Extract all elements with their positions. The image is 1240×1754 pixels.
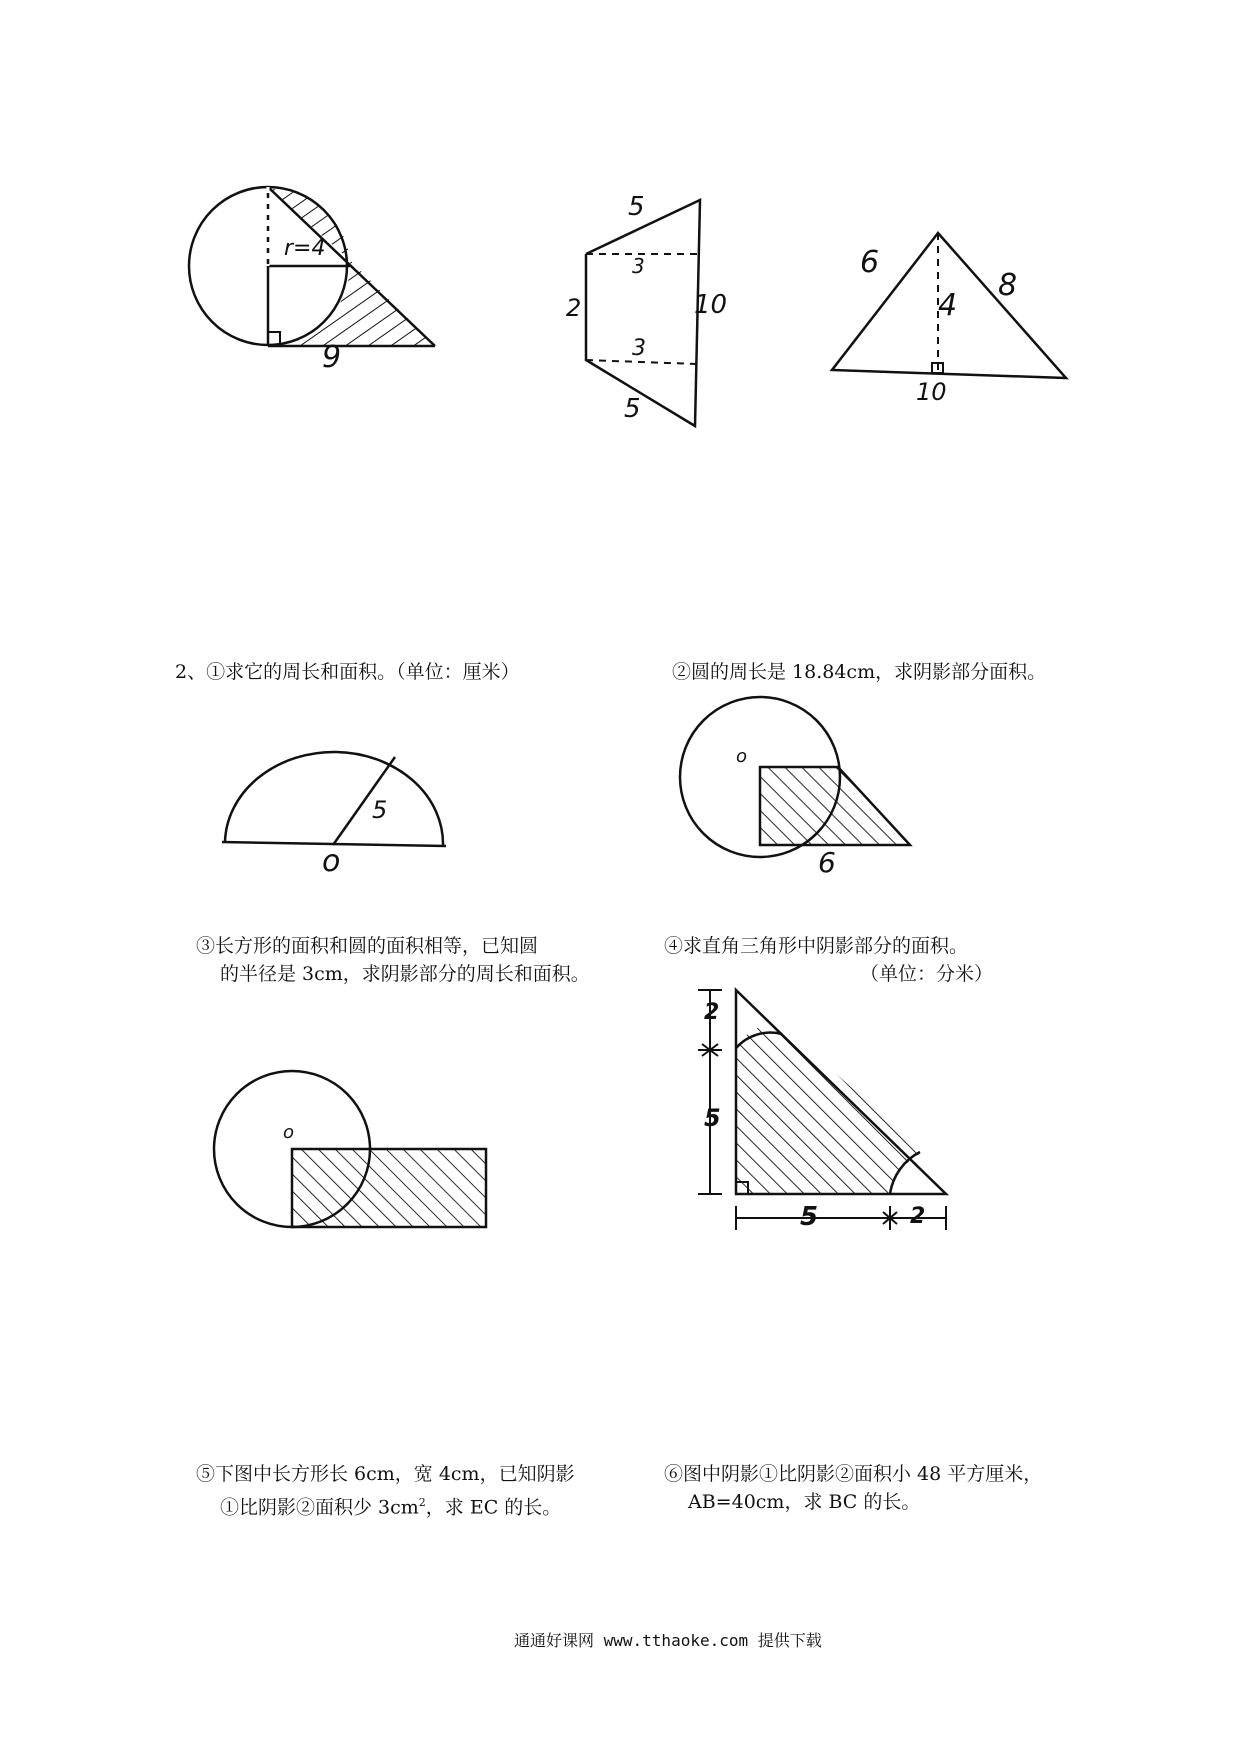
figure-circle-rectangle [214, 1071, 486, 1227]
fig3-right-label: 8 [998, 268, 1018, 303]
fig1-base-label: 9 [322, 340, 342, 375]
shaded-rectangle [292, 1149, 486, 1227]
figure-semicircle [222, 752, 446, 846]
fig2-left-label: 2 [566, 294, 582, 322]
question-3-line-2: 的半径是 3cm，求阴影部分的周长和面积。 [220, 963, 590, 985]
fig2-top-slant-label: 5 [628, 192, 645, 222]
fig2-bottom-slant-label: 5 [624, 394, 641, 424]
figure-circle-triangle [189, 187, 435, 346]
fig-q4-left-label: 5 [704, 1104, 721, 1132]
question-6-line-1: ⑥图中阴影①比阴影②面积小 48 平方厘米， [664, 1463, 1043, 1485]
quad-outline [586, 200, 700, 426]
shaded-region [736, 1024, 924, 1194]
fig2-top-dash-label: 3 [632, 254, 645, 278]
figure-right-triangle [698, 990, 946, 1230]
fig2-bottom-dash-label: 3 [632, 336, 646, 361]
shaded-lower [268, 260, 435, 346]
circle-outline [680, 697, 840, 857]
fig2-right-label: 10 [694, 290, 728, 320]
question-5-line-1: ⑤下图中长方形长 6cm，宽 4cm，已知阴影 [196, 1463, 575, 1485]
fig-q3-center-label: o [283, 1122, 295, 1143]
fig-q4-top-label: 2 [704, 1000, 720, 1025]
fig3-height-label: 4 [938, 288, 958, 323]
fig-q1-center-label: o [322, 844, 341, 879]
semicircle-arc [225, 752, 443, 846]
question-1: 2、①求它的周长和面积。（单位：厘米） [175, 661, 520, 683]
fig3-left-label: 6 [860, 245, 880, 280]
footer-text: 通通好课网 www.tthaoke.com 提供下载 [514, 1631, 822, 1650]
question-3-line-1: ③长方形的面积和圆的面积相等，已知圆 [196, 935, 539, 957]
fig-q1-radius-label: 5 [372, 796, 388, 824]
figure-quadrilateral [586, 200, 700, 426]
fig3-base-label: 10 [916, 378, 947, 406]
fig-q2-center-label: o [736, 746, 748, 767]
fig-q4-bottom-right-label: 2 [910, 1204, 926, 1229]
question-4-line-1: ④求直角三角形中阴影部分的面积。 [664, 935, 969, 957]
question-4-line-2: （单位：分米） [860, 963, 994, 985]
question-5-line-2: ①比阴影②面积少 $3cm^2$，求 EC 的长。 [220, 1496, 562, 1519]
fig-q4-bottom-left-label: 5 [800, 1202, 819, 1232]
fig-q2-base-label: 6 [818, 846, 836, 879]
question-2: ②圆的周长是 18.84cm，求阴影部分面积。 [672, 661, 1047, 683]
figure-circle-trapezoid [680, 697, 910, 857]
fig1-radius-label: r=4 [284, 236, 326, 261]
question-6-line-2: AB=40cm，求 BC 的长。 [688, 1491, 921, 1513]
